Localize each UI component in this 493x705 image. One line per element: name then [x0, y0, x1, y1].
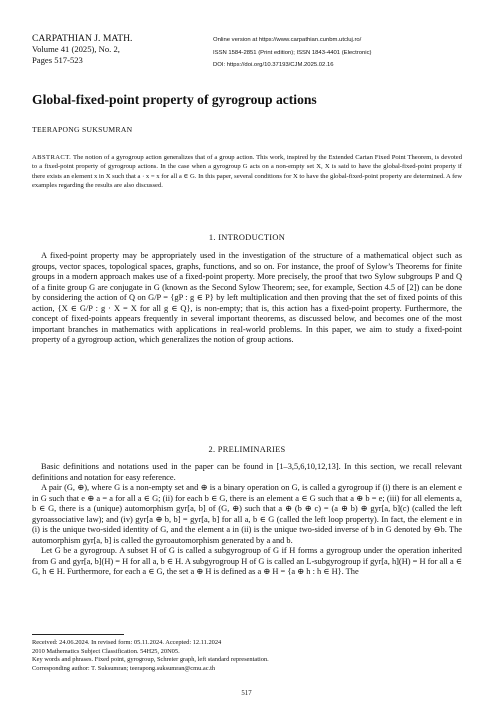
- doi-link[interactable]: DOI: https://doi.org/10.37193/CJM.2025.02.16: [213, 62, 334, 68]
- footnotes: [32, 639, 269, 673]
- publication-info: [213, 34, 371, 72]
- abstract: [32, 153, 462, 190]
- abstract-text: The notion of a gyrogroup action generalizes that of a group action. This work, inspired by the Extended Cartan Fixed Point Theorem, is devoted to a fixed-point property of gyrogroup actions. In the case when a gyrogroup G acts on a non-empty set X, X is said to have the global-fixed-point property if there exists an element x in X such that a · x = x for all a ∈ G. In this paper, several conditions for X to have the global-fixed-point property are determined. A few examples regarding the results are also discussed.: [32, 154, 462, 189]
- section-heading-preliminaries: 2. PRELIMINARIES: [208, 445, 286, 454]
- paper-title: Global-fixed-point property of gyrogroup actions: [32, 92, 317, 107]
- section-heading-introduction: 1. INTRODUCTION: [208, 233, 286, 242]
- issn-line: ISSN 1584-2851 (Print edition); ISSN 1843-4401 (Electronic): [213, 49, 372, 56]
- footnote-corresponding-author: Corresponding author: T. Suksumran; teerapong.suksumran@cmu.ac.th: [32, 664, 216, 672]
- introduction-body: [32, 251, 462, 346]
- journal-volume: Volume 41 (2025), No. 2,: [32, 44, 120, 54]
- online-version-link[interactable]: Online version at https://www.carpathian.cunbm.utcluj.ro/: [213, 37, 362, 43]
- footnote-divider: [32, 634, 124, 635]
- footnote-msc: 2010 Mathematics Subject Classification. 54H25, 20N05.: [32, 647, 180, 655]
- journal-name: CARPATHIAN J. MATH.: [32, 33, 133, 44]
- journal-pages: Pages 517-523: [32, 55, 83, 65]
- paper-author: TEERAPONG SUKSUMRAN: [32, 125, 133, 134]
- page-number: 517: [241, 690, 252, 697]
- abstract-label: ABSTRACT.: [32, 154, 72, 161]
- footnote-keywords: Key words and phrases. Fixed point, gyrogroup, Schreier graph, left standard representation.: [32, 656, 269, 664]
- paragraph: Basic definitions and notations used in the paper can be found in [1–3,5,6,10,12,13]. In this section, we recall relevant definitions and notation for easy reference.: [32, 462, 462, 482]
- footnote-received: Received: 24.06.2024. In revised form: 05.11.2024. Accepted: 12.11.2024: [32, 639, 222, 646]
- journal-header: [32, 33, 132, 66]
- preliminaries-body: [32, 462, 462, 578]
- paragraph: A pair (G, ⊕), where G is a non-empty set and ⊕ is a binary operation on G, is called a gyrogroup if (i) there is an element e in G such that e ⊕ a = a for all a ∈ G; (ii) for each b ∈ G, there is an element a ∈ G such that a ⊕ b = e; (iii) for all elements a, b ∈ G, there is a (unique) automorphism gyr[a, b] of (G, ⊕) such that a ⊕ (b ⊕ c) = (a ⊕ b) ⊕ gyr[a, b](c) (called the left gyroassociative law); and (iv) gyr[a ⊕ b, b] = gyr[a, b] for all a, b ∈ G (called the left loop property). In fact, the element e in (i) is the unique two-sided identity of G, and the element a in (ii) is the unique two-sided inverse of b in G denoted by ⊖b. The automorphism gyr[a, b] is called the gyroautomorphism generated by a and b.: [32, 483, 462, 545]
- paragraph: A fixed-point property may be appropriately used in the investigation of the structure of a mathematical object such as groups, vector spaces, topological spaces, graphs, functions, and so on. For instance, the proof of Sylow’s Theorems for finite groups in a modern approach makes use of a fixed-point property. More precisely, the proof that two Sylow subgroups P and Q of a finite group G are conjugate in G (known as the Second Sylow Theorem; see, for example, Section 4.5 of [2]) can be done by considering the action of Q on G/P = {gP : g ∈ P} by left multiplication and then proving that the set of fixed points of this action, {X ∈ G/P : g · X = X for all g ∈ Q}, is non-empty; that is, this action has a fixed-point property. Furthermore, the concept of fixed-points appears frequently in several important theorems, as discussed below, and becomes one of the most important branches in mathematics with applications in real-world problems. In this paper, we aim to study a fixed-point property of a gyrogroup action, which generalizes the notion of group actions.: [32, 251, 462, 344]
- paragraph: Let G be a gyrogroup. A subset H of G is called a subgyrogroup of G if H forms a gyrogroup under the operation inherited from G and gyr[a, b](H) = H for all a, b ∈ H. A subgyrogroup H of G is called an L-subgyrogroup if gyr[a, h](H) = H for all a ∈ G, h ∈ H. Furthermore, for each a ∈ G, the set a ⊕ H is defined as a ⊕ H = {a ⊕ h : h ∈ H}. The: [32, 546, 462, 576]
